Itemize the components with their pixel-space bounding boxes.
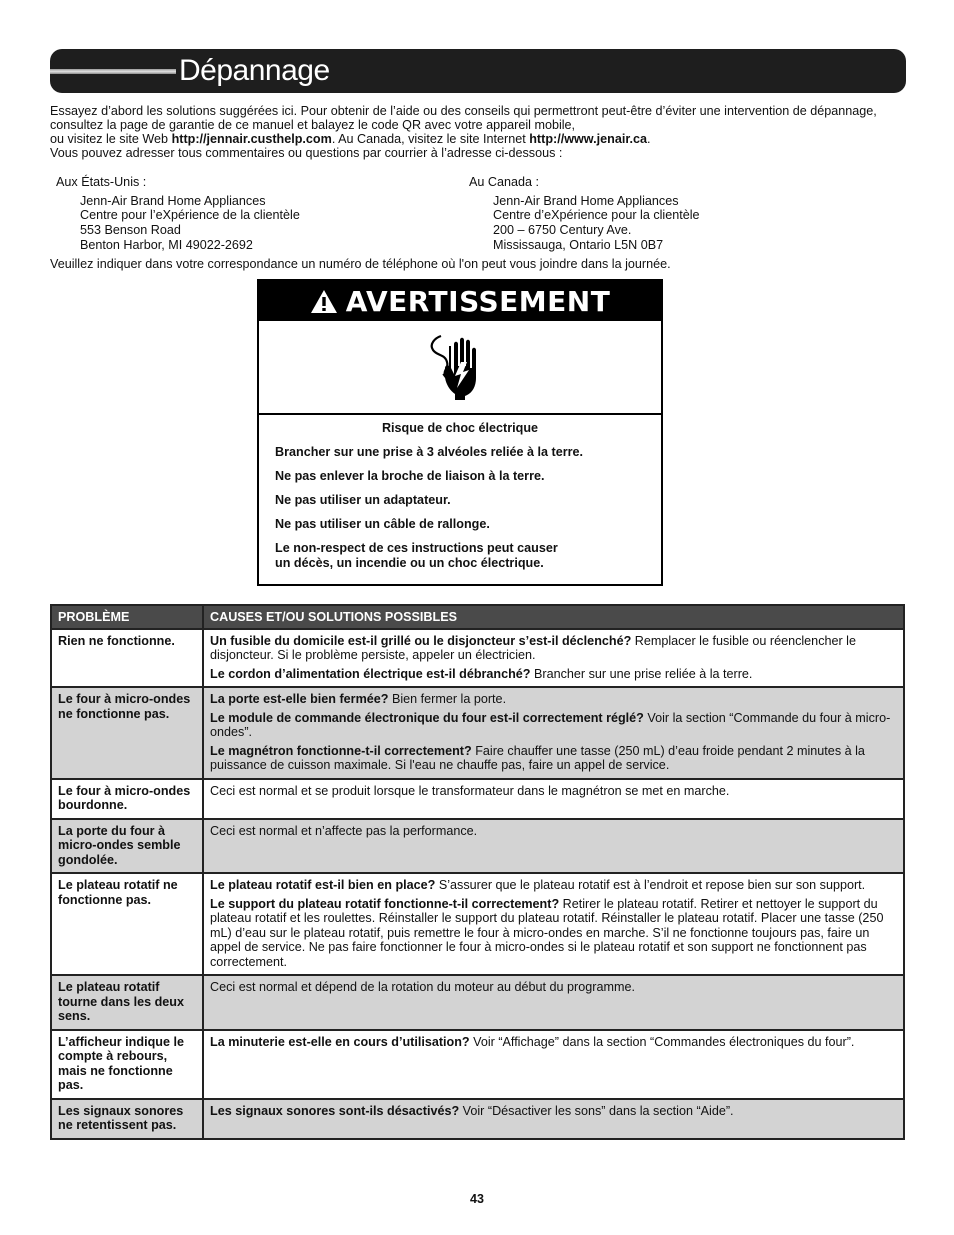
- title-stripe-decoration: [50, 69, 176, 74]
- problem-cell: La porte du four à micro-ondes semble gondolée.: [51, 819, 203, 874]
- warning-title: AVERTISSEMENT: [345, 284, 611, 318]
- table-row: [51, 687, 904, 779]
- us-address-block: [50, 175, 300, 253]
- table-row: [51, 779, 904, 819]
- table-row: [51, 975, 904, 1030]
- problem-cell: L’afficheur indique le compte à rebours, mais ne fonctionne pas.: [51, 1030, 203, 1099]
- title-bar: [50, 49, 906, 93]
- problem-cell: Le plateau rotatif ne fonctionne pas.: [51, 873, 203, 975]
- ca-address-block: [463, 175, 700, 253]
- warning-risk: Risque de choc électrique: [381, 421, 539, 435]
- table-row: [51, 819, 904, 874]
- us-website-link[interactable]: http://jennair.custhelp.com: [171, 132, 332, 146]
- us-address-label: Aux États-Unis :: [56, 175, 147, 189]
- problem-cell: Le four à micro-ondes ne fonctionne pas.: [51, 687, 203, 779]
- table-row: [51, 629, 904, 688]
- solution-item: La porte est-elle bien fermée? Bien fermer la porte.: [210, 692, 507, 706]
- solution-item: Les signaux sonores sont-ils désactivés? Voir “Désactiver les sons” dans la section “Aide”.: [210, 1103, 734, 1118]
- solution-item: Ceci est normal et n’affecte pas la performance.: [210, 823, 478, 838]
- us-address-line: 553 Benson Road: [80, 223, 181, 238]
- warning-consequence: Le non-respect de ces instructions peut causer un décès, un incendie ou un choc électrique.: [275, 541, 558, 570]
- warning-rule: Ne pas utiliser un câble de rallonge.: [275, 517, 490, 531]
- page-title: Dépannage: [179, 54, 330, 87]
- page-number: 43: [470, 1192, 484, 1206]
- warning-rule: Brancher sur une prise à 3 alvéoles reliée à la terre.: [275, 445, 584, 459]
- ca-address-line: Centre d’eXpérience pour la clientèle: [493, 208, 700, 223]
- us-address-line: Jenn-Air Brand Home Appliances: [80, 193, 266, 208]
- solution-item: Le module de commande électronique du four est-il correctement réglé? Voir la section “Commande du four à micro-ondes”.: [210, 710, 891, 739]
- troubleshooting-table: [50, 604, 905, 1140]
- solutions-cell: [203, 779, 904, 819]
- problem-cell: Le plateau rotatif tourne dans les deux sens.: [51, 975, 203, 1030]
- table-header-row: [51, 605, 904, 629]
- solution-item: Ceci est normal et se produit lorsque le transformateur dans le magnétron se met en marche.: [210, 783, 730, 798]
- ca-address-label: Au Canada :: [469, 175, 540, 189]
- warning-triangle-icon: [310, 289, 338, 314]
- solutions-cell: [203, 975, 904, 1030]
- warning-rule: Ne pas utiliser un adaptateur.: [275, 493, 451, 507]
- us-address-line: Centre pour l’eXpérience de la clientèle: [80, 208, 300, 223]
- table-row: [51, 873, 904, 975]
- solutions-cell: [203, 1030, 904, 1099]
- us-address-line: Benton Harbor, MI 49022-2692: [80, 237, 253, 252]
- ca-website-link[interactable]: http://www.jenair.ca: [529, 132, 648, 146]
- warning-header: [259, 281, 661, 321]
- solutions-cell: [203, 687, 904, 779]
- phone-note: Veuillez indiquer dans votre correspondance un numéro de téléphone où l'on peut vous joindre dans la journée.: [50, 257, 671, 271]
- solutions-cell: [203, 819, 904, 874]
- ca-address-line: 200 – 6750 Century Ave.: [493, 223, 632, 238]
- solution-item: Le cordon d’alimentation électrique est-il débranché? Brancher sur une prise reliée à la terre.: [210, 666, 753, 681]
- problem-cell: Les signaux sonores ne retentissent pas.: [51, 1099, 203, 1139]
- solution-item: La minuterie est-elle en cours d’utilisation? Voir “Affichage” dans la section “Commandes électroniques du four”.: [210, 1034, 855, 1049]
- solutions-cell: [203, 629, 904, 688]
- solution-item: Le magnétron fonctionne-t-il correctement? Faire chauffer une tasse (250 mL) d’eau froide pendant 2 minutes à la puissance de cuisson maximale. Si l'eau ne chauffe pas, faire un appel de service.: [210, 743, 865, 772]
- solution-item: Ceci est normal et dépend de la rotation du moteur au début du programme.: [210, 980, 635, 994]
- solutions-cell: [203, 1099, 904, 1139]
- intro-line-3: Vous pouvez adresser tous commentaires ou questions par courrier à l’adresse ci-dessous :: [50, 146, 563, 160]
- problem-cell: Rien ne fonctionne.: [51, 629, 203, 688]
- ca-address-line: Jenn-Air Brand Home Appliances: [493, 193, 679, 208]
- ca-address-line: Mississauga, Ontario L5N 0B7: [493, 237, 664, 252]
- solution-item: Un fusible du domicile est-il grillé ou le disjoncteur s’est-il déclenché? Remplacer le fusible ou réenclencher le disjoncteur. Si le problème persiste, appeler un électricien.: [210, 633, 856, 662]
- electric-shock-hand-icon: [425, 332, 495, 402]
- warning-image-area: [259, 321, 661, 415]
- solution-item: Le plateau rotatif est-il bien en place? S’assurer que le plateau rotatif est à l’endroit et repose bien sur son support.: [210, 878, 866, 892]
- column-header-problem: PROBLÈME: [51, 605, 203, 629]
- intro-line-1: Essayez d’abord les solutions suggérées ici. Pour obtenir de l’aide ou des conseils qui permettront peut-être d’éviter une intervention de dépannage, consultez la page de garantie de ce manuel et balayez le code QR avec votre appareil mobile,: [50, 104, 877, 132]
- solution-item: Le support du plateau rotatif fonctionne-t-il correctement? Retirer le plateau rotatif. Retirer et nettoyer le support du plateau rotatif et les roulettes. Réinstaller le support du plateau rotatif. Réinstaller le plateau rotatif. Placer une tasse (250 mL) d’eau sur le plateau rotatif, puis remettre le four à micro-ondes en marche. S’il ne fonctionne toujours pas, faire un appel de service. Ne pas faire fonctionner le four à micro-ondes si le plateau rotatif et son support ne fonctionnent pas correctement.: [210, 896, 884, 969]
- problem-cell: Le four à micro-ondes bourdonne.: [51, 779, 203, 819]
- warning-rule: Ne pas enlever la broche de liaison à la terre.: [275, 469, 545, 483]
- column-header-solutions: CAUSES ET/OU SOLUTIONS POSSIBLES: [203, 605, 904, 629]
- solutions-cell: [203, 873, 904, 975]
- intro-line-2: ou visitez le site Web http://jennair.custhelp.com. Au Canada, visitez le site Internet http://www.jenair.ca.: [50, 132, 651, 146]
- warning-box: [257, 279, 663, 586]
- intro-text: [50, 104, 910, 160]
- table-row: [51, 1099, 904, 1139]
- table-row: [51, 1030, 904, 1099]
